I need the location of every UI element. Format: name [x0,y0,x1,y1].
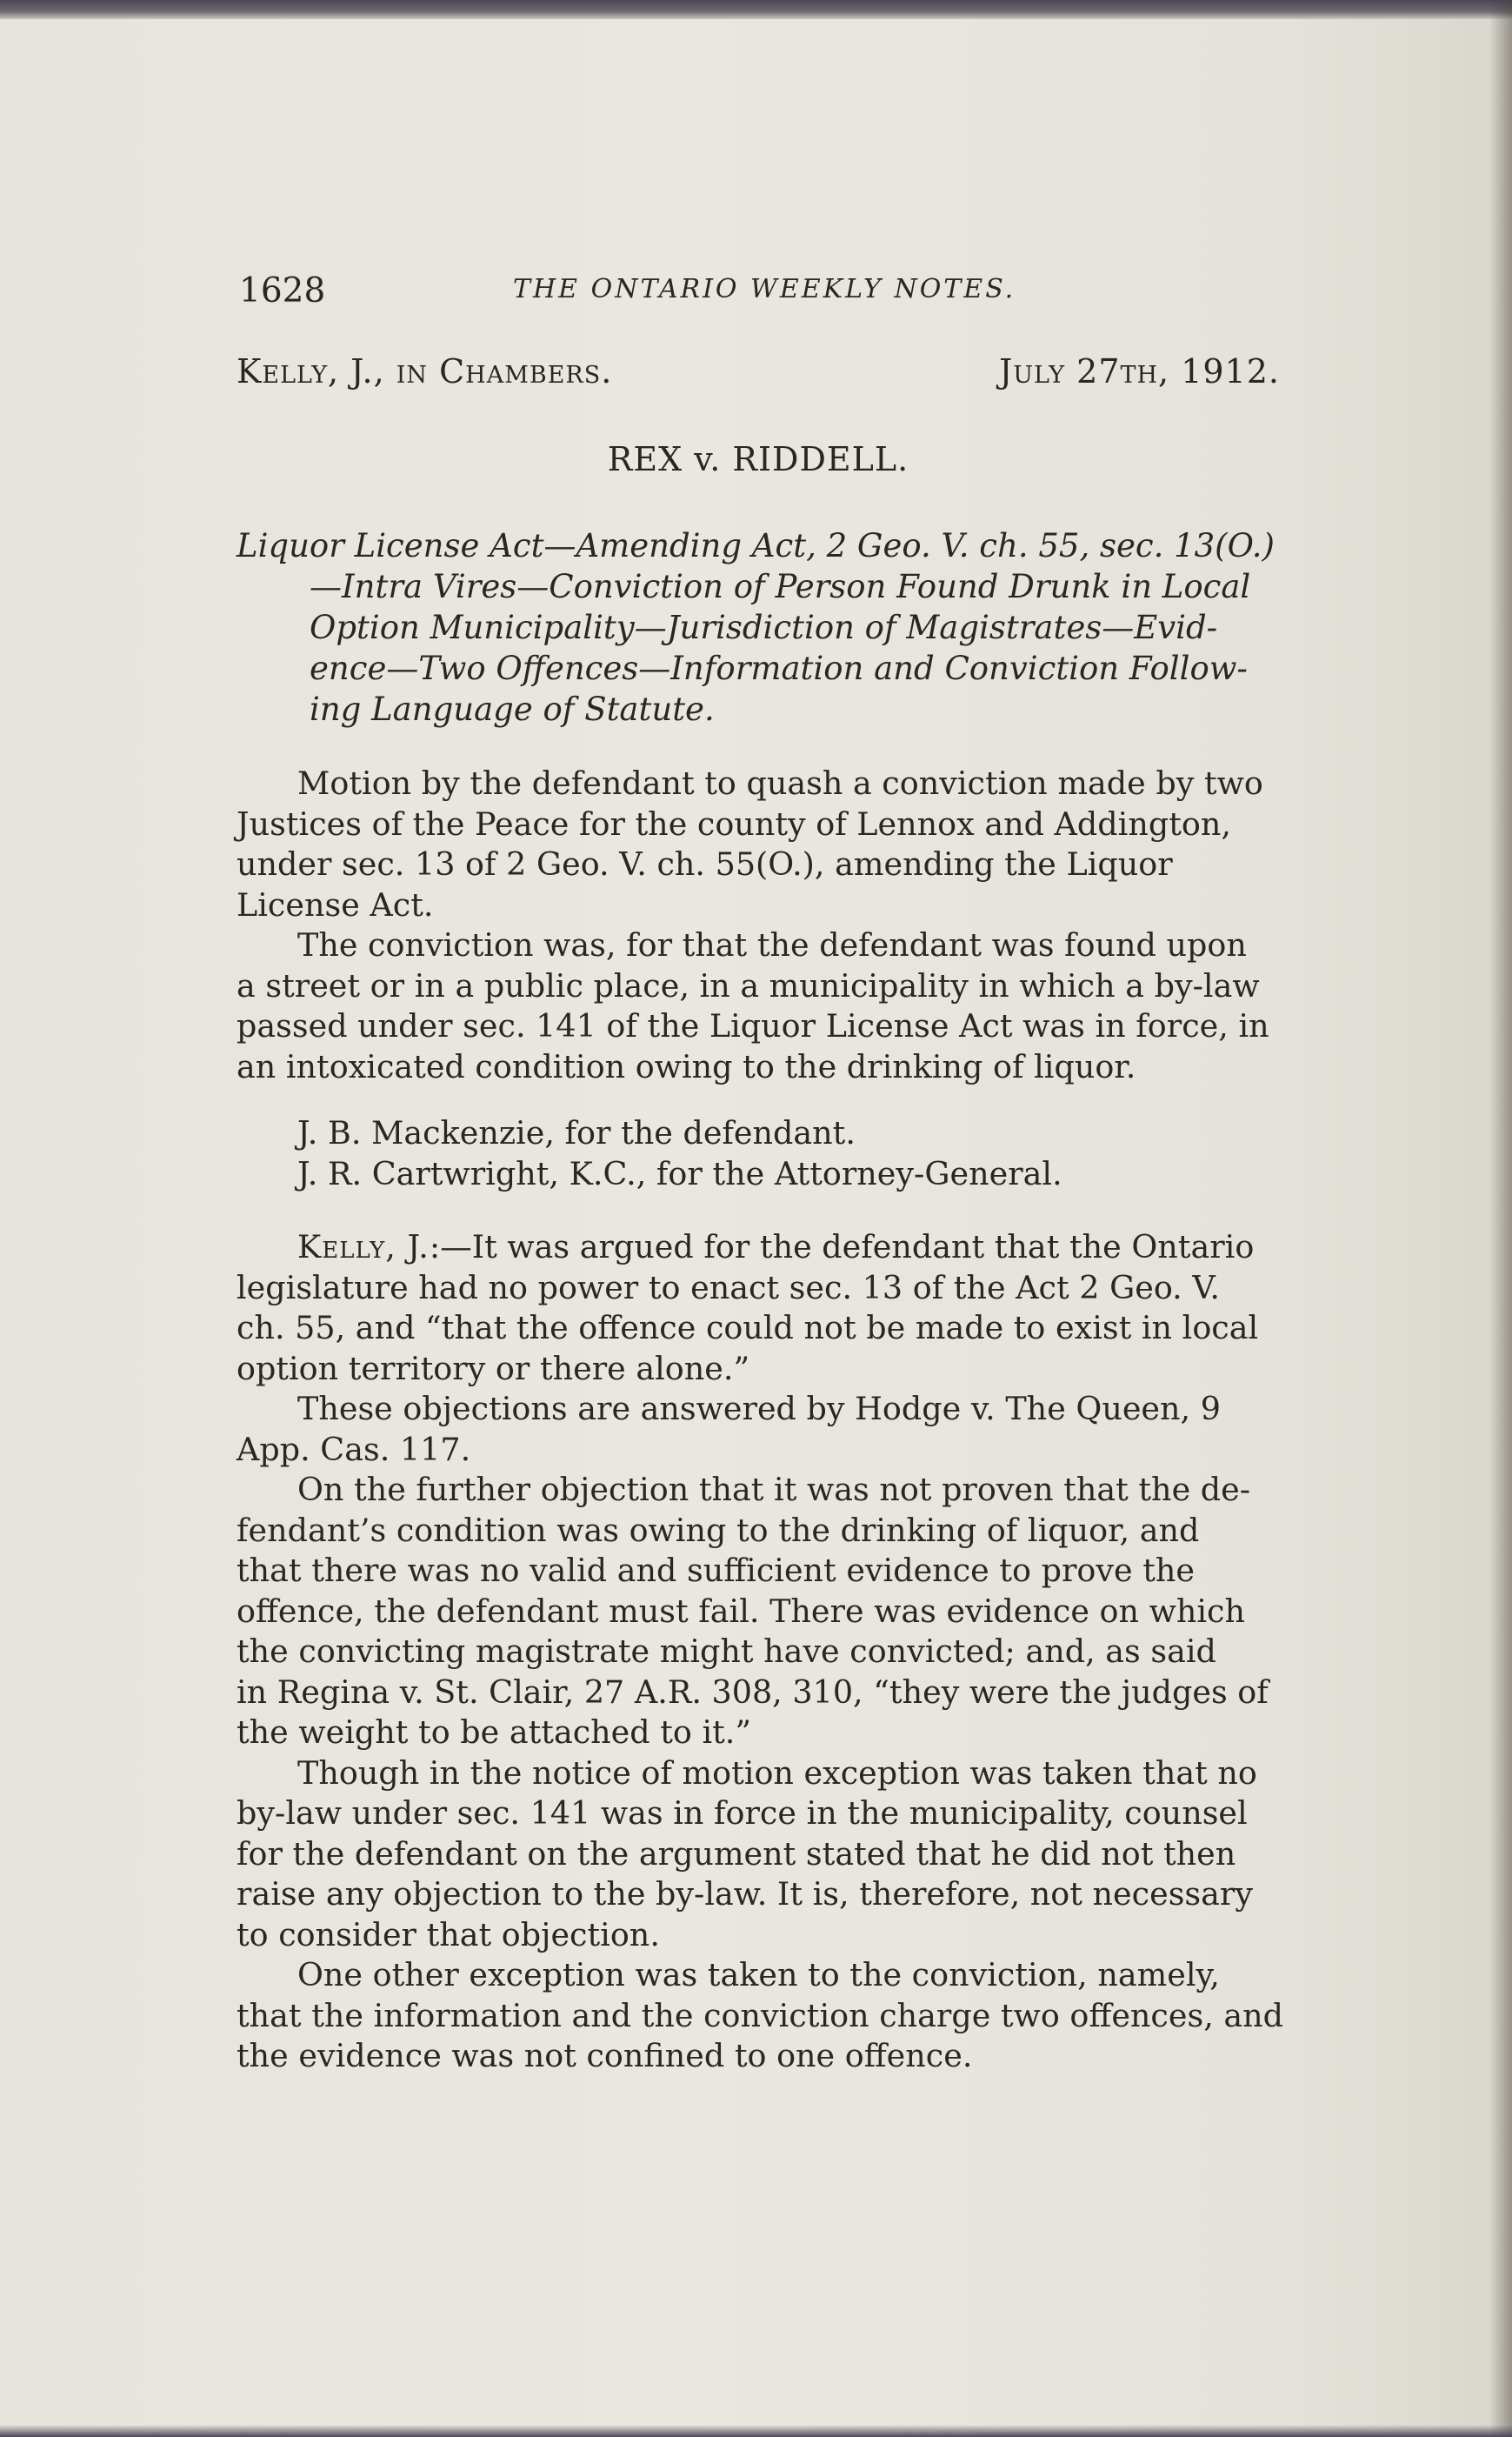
text-line: raise any objection to the by-law. It is, therefore, not necessary [236,1875,1253,1913]
headnote-line: ing Language of Statute. [310,691,715,728]
court-name: Kelly, J., in Chambers. [236,352,613,391]
text-line: that there was no valid and sufficient evidence to prove the [236,1552,1195,1589]
spacer [236,1087,1289,1113]
text-line: These objections are answered by Hodge v. The Queen, 9 [297,1390,1221,1427]
headnote-line: Liquor License Act—Amending Act, 2 Geo. V. ch. 55, sec. 13(O.) [236,527,1275,564]
text-line: Motion by the defendant to quash a conviction made by two [297,764,1263,802]
counsel-line: J. R. Cartwright, K.C., for the Attorney-General. [297,1154,1062,1192]
text-line: offence, the defendant must fail. There was evidence on which [236,1592,1245,1630]
page-header [239,271,1278,315]
page-top-edge [0,0,1512,19]
headnote-line: ence—Two Offences—Information and Conviction Follow- [310,650,1248,687]
text-line: Though in the notice of motion exception was taken that no [297,1753,1257,1792]
text-line: under sec. 13 of 2 Geo. V. ch. 55(O.), amending the Liquor [236,845,1173,883]
text-line: ch. 55, and “that the offence could not be made to exist in local [236,1309,1259,1346]
headnote-line: —Intra Vires—Conviction of Person Found Drunk in Local [310,568,1251,605]
text-line: option territory or there alone.” [236,1349,750,1387]
spacer [236,1194,1289,1227]
headnote [236,525,1280,730]
page-number: 1628 [239,271,326,310]
text-line: to consider that objection. [236,1915,660,1953]
headnote-line: Option Municipality—Jurisdiction of Magistrates—Evid- [310,609,1218,646]
paragraph-motion [236,764,1289,925]
text-line: Justices of the Peace for the county of Lennox and Addington, [236,805,1231,843]
text-line: the weight to be attached to it.” [236,1713,752,1751]
text-line: for the defendant on the argument stated that he did not then [236,1834,1236,1873]
running-head: THE ONTARIO WEEKLY NOTES. [513,274,1016,304]
body-text [236,764,1289,2077]
text-line: The conviction was, for that the defendant was found upon [297,926,1247,964]
judge-name: Kelly, J. [297,1228,430,1265]
counsel-list [236,1113,1289,1194]
text-line: by-law under sec. 141 was in force in the municipality, counsel [236,1794,1248,1832]
paragraph-conviction [236,925,1289,1087]
text-line [236,1227,1289,1268]
text-line: License Act. [236,885,434,924]
decision-date: July 27th, 1912. [999,352,1280,391]
text-line: App. Cas. 117. [236,1430,471,1468]
case-title: REX v. RIDDELL. [607,440,909,478]
court-line [236,352,1280,396]
text-line: that the information and the conviction charge two offences, and [236,1996,1284,2034]
text-line: an intoxicated condition owing to the drinking of liquor. [236,1047,1136,1085]
text-line: the evidence was not confined to one offence. [236,2037,973,2074]
page-right-shadow [1489,0,1512,2437]
text-line: One other exception was taken to the conviction, namely, [297,1956,1220,1993]
text-line: On the further objection that it was not proven that the de- [297,1471,1251,1508]
text-line: passed under sec. 141 of the Liquor License Act was in force, in [236,1007,1269,1045]
text-line: in Regina v. St. Clair, 27 A.R. 308, 310, “they were the judges of [236,1673,1269,1711]
judgment-opening: :—It was argued for the defendant that the Ontario [429,1228,1255,1265]
counsel-line: J. B. Mackenzie, for the defendant. [297,1114,856,1152]
page-bottom-edge [0,2425,1512,2437]
text-line: the convicting magistrate might have convicted; and, as said [236,1632,1216,1670]
text-line: legislature had no power to enact sec. 13 of the Act 2 Geo. V. [236,1268,1220,1306]
judgment [236,1227,1289,2077]
text-line: a street or in a public place, in a municipality in which a by-law [236,966,1260,1005]
text-line: fendant’s condition was owing to the drinking of liquor, and [236,1511,1200,1549]
